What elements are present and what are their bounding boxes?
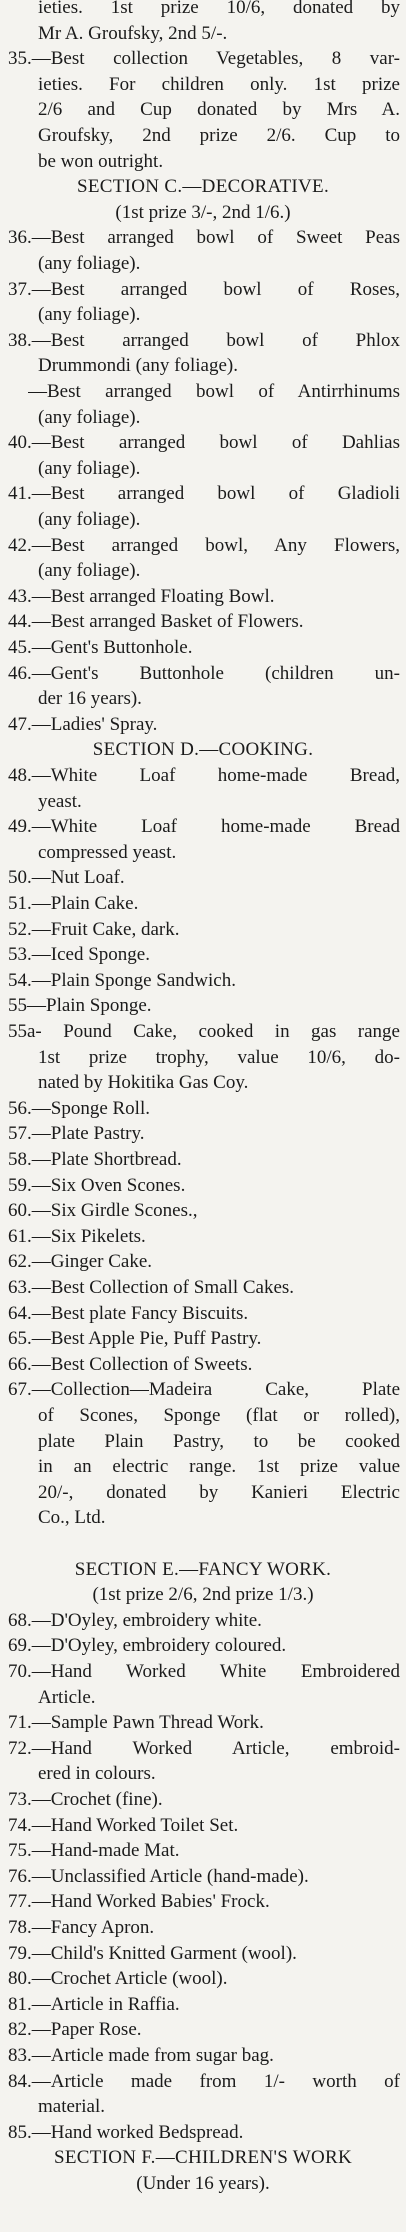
text-line: be won outright. bbox=[38, 150, 164, 172]
text-line: 66.—Best Collection of Sweets. bbox=[8, 1353, 253, 1375]
text-line: 55—Plain Sponge. bbox=[8, 995, 152, 1017]
text-line: 84.—Article made from 1/- worth of bbox=[8, 2070, 400, 2092]
text-line: yeast. bbox=[38, 790, 82, 812]
text-line: 51.—Plain Cake. bbox=[8, 893, 139, 914]
text-line: (any foliage). bbox=[38, 253, 141, 274]
text-line: (any foliage). bbox=[38, 457, 141, 479]
text-line: 1st prize trophy, value 10/6, do- bbox=[38, 1046, 400, 1068]
text-line: 71.—Sample Pawn Thread Work. bbox=[8, 1712, 264, 1734]
text-line: material. bbox=[38, 2096, 105, 2118]
text-line: 80.—Crochet Article (wool). bbox=[8, 1968, 228, 1990]
text-line: 75.—Hand-made Mat. bbox=[8, 1840, 180, 1862]
text-line: 35.—Best collection Vegetables, 8 var- bbox=[8, 48, 400, 70]
text-line: 50.—Nut Loaf. bbox=[8, 867, 125, 889]
text-line: 79.—Child's Knitted Garment (wool). bbox=[8, 1942, 297, 1964]
text-line: 62.—Ginger Cake. bbox=[8, 1251, 153, 1273]
text-line: 74.—Hand Worked Toilet Set. bbox=[8, 1814, 239, 1836]
text-line: 65.—Best Apple Pie, Puff Pastry. bbox=[8, 1328, 262, 1350]
text-line: 58.—Plate Shortbread. bbox=[8, 1149, 182, 1170]
text-line: of Scones, Sponge (flat or rolled), bbox=[38, 1405, 400, 1426]
text-line: 73.—Crochet (fine). bbox=[8, 1789, 163, 1810]
text-line: 77.—Hand Worked Babies' Frock. bbox=[8, 1891, 270, 1913]
text-line: nated by Hokitika Gas Coy. bbox=[38, 1072, 249, 1094]
text-line: 45.—Gent's Buttonhole. bbox=[8, 637, 193, 658]
text-line: 60.—Six Girdle Scones., bbox=[8, 1200, 198, 1222]
text-line: 40.—Best arranged bowl of Dahlias bbox=[8, 432, 400, 454]
text-line: 63.—Best Collection of Small Cakes. bbox=[8, 1277, 295, 1298]
text-line: 64.—Best plate Fancy Biscuits. bbox=[8, 1302, 249, 1324]
text-line: 52.—Fruit Cake, dark. bbox=[8, 918, 180, 940]
section-heading: SECTION C.—DECORATIVE. bbox=[76, 176, 329, 198]
text-line: 69.—D'Oyley, embroidery coloured. bbox=[8, 1635, 287, 1657]
text-line bbox=[8, 1530, 400, 1557]
text-line: 48.—White Loaf home-made Bread, bbox=[8, 765, 400, 786]
text-line: 42.—Best arranged bowl, Any Flowers, bbox=[8, 534, 400, 556]
text-line: 76.—Unclassified Article (hand-made). bbox=[8, 1865, 309, 1887]
text-line: 57.—Plate Pastry. bbox=[8, 1123, 145, 1145]
text-line: 78.—Fancy Apron. bbox=[8, 1917, 155, 1938]
text-line: 49.—White Loaf home-made Bread bbox=[8, 816, 400, 838]
text-line: in an electric range. 1st prize value bbox=[38, 1456, 400, 1478]
text-line: —Best arranged bowl of Antirrhinums bbox=[28, 381, 400, 402]
text-line: Article. bbox=[38, 1686, 96, 1708]
text-line: 85.—Hand worked Bedspread. bbox=[8, 2121, 244, 2143]
text-line: 61.—Six Pikelets. bbox=[8, 1225, 146, 1247]
text-line: 82.—Paper Rose. bbox=[8, 2019, 142, 2041]
text-line: 47.—Ladies' Spray. bbox=[8, 713, 158, 735]
text-line: 83.—Article made from sugar bag. bbox=[8, 2045, 274, 2066]
text-line: 72.—Hand Worked Article, embroid- bbox=[8, 1737, 400, 1759]
text-line: 38.—Best arranged bowl of Phlox bbox=[8, 329, 400, 351]
text-line: 36.—Best arranged bowl of Sweet Peas bbox=[8, 227, 400, 249]
text-line: (any foliage). bbox=[38, 406, 141, 428]
text-line: ieties. 1st prize 10/6, donated by bbox=[38, 0, 400, 18]
text-line: 44.—Best arranged Basket of Flowers. bbox=[8, 611, 304, 633]
section-heading: SECTION D.—COOKING. bbox=[92, 739, 314, 761]
text-line: 59.—Six Oven Scones. bbox=[8, 1174, 186, 1196]
text-line: Co., Ltd. bbox=[38, 1507, 106, 1529]
text-line: Groufsky, 2nd prize 2/6. Cup to bbox=[38, 125, 400, 146]
text-line: 20/-, donated by Kanieri Electric bbox=[38, 1481, 400, 1503]
text-line: 68.—D'Oyley, embroidery white. bbox=[8, 1609, 262, 1631]
text-line: 70.—Hand Worked White Embroidered bbox=[8, 1661, 400, 1682]
text-line: 56.—Sponge Roll. bbox=[8, 1097, 150, 1119]
text-line: 81.—Article in Raffia. bbox=[8, 1993, 180, 2015]
text-line: der 16 years). bbox=[38, 688, 142, 710]
text-line: Drummondi (any foliage). bbox=[38, 355, 238, 377]
section-heading: SECTION F.—CHILDREN'S WORK bbox=[53, 2147, 353, 2169]
text-line: 41.—Best arranged bowl of Gladioli bbox=[8, 483, 400, 505]
text-line: (1st prize 2/6, 2nd prize 1/3.) bbox=[92, 1584, 314, 1606]
text-line: (any foliage). bbox=[38, 509, 141, 530]
text-line: plate Plain Pastry, to be cooked bbox=[38, 1430, 400, 1452]
text-line: 54.—Plain Sponge Sandwich. bbox=[8, 969, 236, 991]
section-heading: SECTION E.—FANCY WORK. bbox=[74, 1558, 332, 1580]
text-line: (Under 16 years). bbox=[136, 2173, 270, 2194]
text-line: 2/6 and Cup donated by Mrs A. bbox=[38, 99, 400, 121]
text-line: compressed yeast. bbox=[38, 841, 177, 863]
text-line: 55a- Pound Cake, cooked in gas range bbox=[8, 1021, 400, 1042]
text-line: Mr A. Groufsky, 2nd 5/-. bbox=[38, 22, 228, 44]
text-line: 53.—Iced Sponge. bbox=[8, 944, 150, 966]
text-line: ieties. For children only. 1st prize bbox=[38, 73, 400, 95]
text-line: (1st prize 3/-, 2nd 1/6.) bbox=[115, 201, 291, 223]
text-line: (any foliage). bbox=[38, 304, 141, 326]
text-line: 43.—Best arranged Floating Bowl. bbox=[8, 585, 275, 607]
text-line: 37.—Best arranged bowl of Roses, bbox=[8, 278, 400, 300]
text-line: ered in colours. bbox=[38, 1763, 156, 1785]
text-line: 46.—Gent's Buttonhole (children un- bbox=[8, 662, 400, 684]
text-line: 67.—Collection—Madeira Cake, Plate bbox=[8, 1379, 400, 1401]
text-line: (any foliage). bbox=[38, 560, 141, 582]
